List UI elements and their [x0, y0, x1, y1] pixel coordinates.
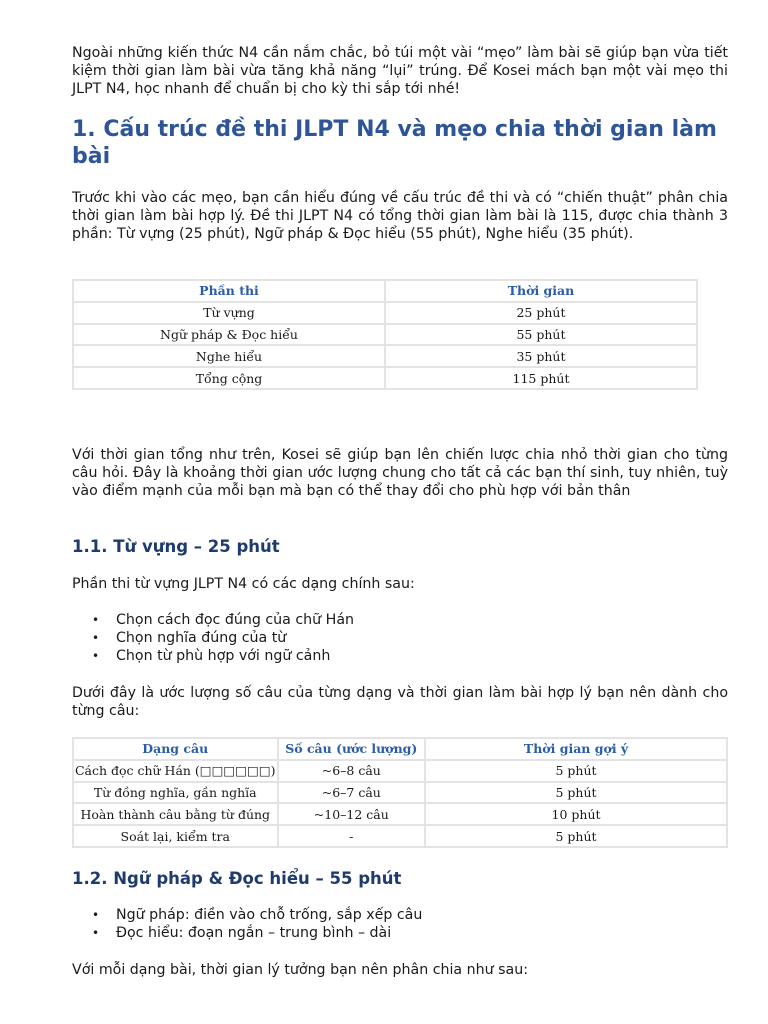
table-header-cell: Dạng câu	[74, 739, 277, 759]
table-cell: 5 phút	[426, 783, 726, 803]
table-row	[74, 804, 726, 824]
table-cell: Nghe hiểu	[74, 346, 384, 366]
section-1-heading: 1. Cấu trúc đề thi JLPT N4 và mẹo chia thời gian làm bài	[72, 117, 717, 169]
vocab-time-table	[72, 737, 728, 848]
table-row	[74, 303, 696, 323]
section-1-2-heading: 1.2. Ngữ pháp & Đọc hiểu – 55 phút	[72, 869, 402, 888]
vocab-estimate-paragraph: Dưới đây là ước lượng số câu của từng dạng và thời gian làm bài hợp lý bạn nên dành cho từng câu:	[72, 685, 728, 719]
table-cell: 10 phút	[426, 804, 726, 824]
table-cell: Từ vựng	[74, 303, 384, 323]
table-row	[74, 761, 726, 781]
grammar-time-paragraph: Với mỗi dạng bài, thời gian lý tưởng bạn nên phân chia như sau:	[72, 962, 528, 978]
table-cell: 25 phút	[386, 303, 696, 323]
grammar-reading-list	[72, 906, 422, 942]
table-cell: ~6–8 câu	[279, 761, 425, 781]
table-cell: 5 phút	[426, 761, 726, 781]
table-header-row	[74, 739, 726, 759]
vocab-intro-paragraph: Phần thi từ vựng JLPT N4 có các dạng chính sau:	[72, 576, 415, 592]
table-row	[74, 346, 696, 366]
table-cell: 55 phút	[386, 325, 696, 345]
list-item: • Chọn cách đọc đúng của chữ Hán	[72, 611, 354, 629]
section-1-paragraph: Trước khi vào các mẹo, bạn cần hiểu đúng về cấu trúc đề thi và có “chiến thuật” phân chia thời gian làm bài hợp lý. Đề thi JLPT N4 có tổng thời gian làm bài là 115, được chia thành 3 phần: Từ vựng (25 phút), Ngữ pháp & Đọc hiểu (55 phút), Nghe hiểu (35 phút).	[72, 190, 728, 242]
list-item: • Ngữ pháp: điền vào chỗ trống, sắp xếp câu	[72, 906, 422, 924]
table-header-cell: Số câu (ước lượng)	[279, 739, 425, 759]
list-item: • Chọn từ phù hợp với ngữ cảnh	[72, 647, 354, 665]
section-1-1-heading: 1.1. Từ vựng – 25 phút	[72, 537, 280, 556]
table-cell: 35 phút	[386, 346, 696, 366]
exam-structure-table	[72, 279, 698, 390]
table-cell: Ngữ pháp & Đọc hiểu	[74, 325, 384, 345]
table-row	[74, 368, 696, 388]
table-row	[74, 325, 696, 345]
strategy-paragraph: Với thời gian tổng như trên, Kosei sẽ giúp bạn lên chiến lược chia nhỏ thời gian cho từng câu hỏi. Đây là khoảng thời gian ước lượng chung cho tất cả các bạn thí sinh, tuy nhiên, tuỳ vào điểm mạnh của mỗi bạn mà bạn có thể thay đổi cho phù hợp với bản thân	[72, 447, 728, 499]
table-header-cell: Thời gian gợi ý	[426, 739, 726, 759]
table-cell: Từ đồng nghĩa, gần nghĩa	[74, 783, 277, 803]
table-cell: Tổng cộng	[74, 368, 384, 388]
list-item: • Đọc hiểu: đoạn ngắn – trung bình – dài	[72, 924, 422, 942]
intro-paragraph: Ngoài những kiến thức N4 cần nắm chắc, bỏ túi một vài “mẹo” làm bài sẽ giúp bạn vừa tiết kiệm thời gian làm bài vừa tăng khả năng “lụi” trúng. Để Kosei mách bạn một vài mẹo thi JLPT N4, học nhanh để chuẩn bị cho kỳ thi sắp tới nhé!	[72, 45, 728, 97]
table-cell: Soát lại, kiểm tra	[74, 826, 277, 846]
table-row	[74, 826, 726, 846]
table-cell: ~10–12 câu	[279, 804, 425, 824]
table-row	[74, 783, 726, 803]
table-cell: ~6–7 câu	[279, 783, 425, 803]
table-cell: 5 phút	[426, 826, 726, 846]
table-header-row	[74, 281, 696, 301]
table-header-cell: Thời gian	[386, 281, 696, 301]
list-item: • Chọn nghĩa đúng của từ	[72, 629, 354, 647]
table-header-cell: Phần thi	[74, 281, 384, 301]
table-cell: Cách đọc chữ Hán (□□□□□□)	[74, 761, 277, 781]
table-cell: 115 phút	[386, 368, 696, 388]
table-cell: -	[279, 826, 425, 846]
vocab-types-list	[72, 611, 354, 665]
table-cell: Hoàn thành câu bằng từ đúng	[74, 804, 277, 824]
